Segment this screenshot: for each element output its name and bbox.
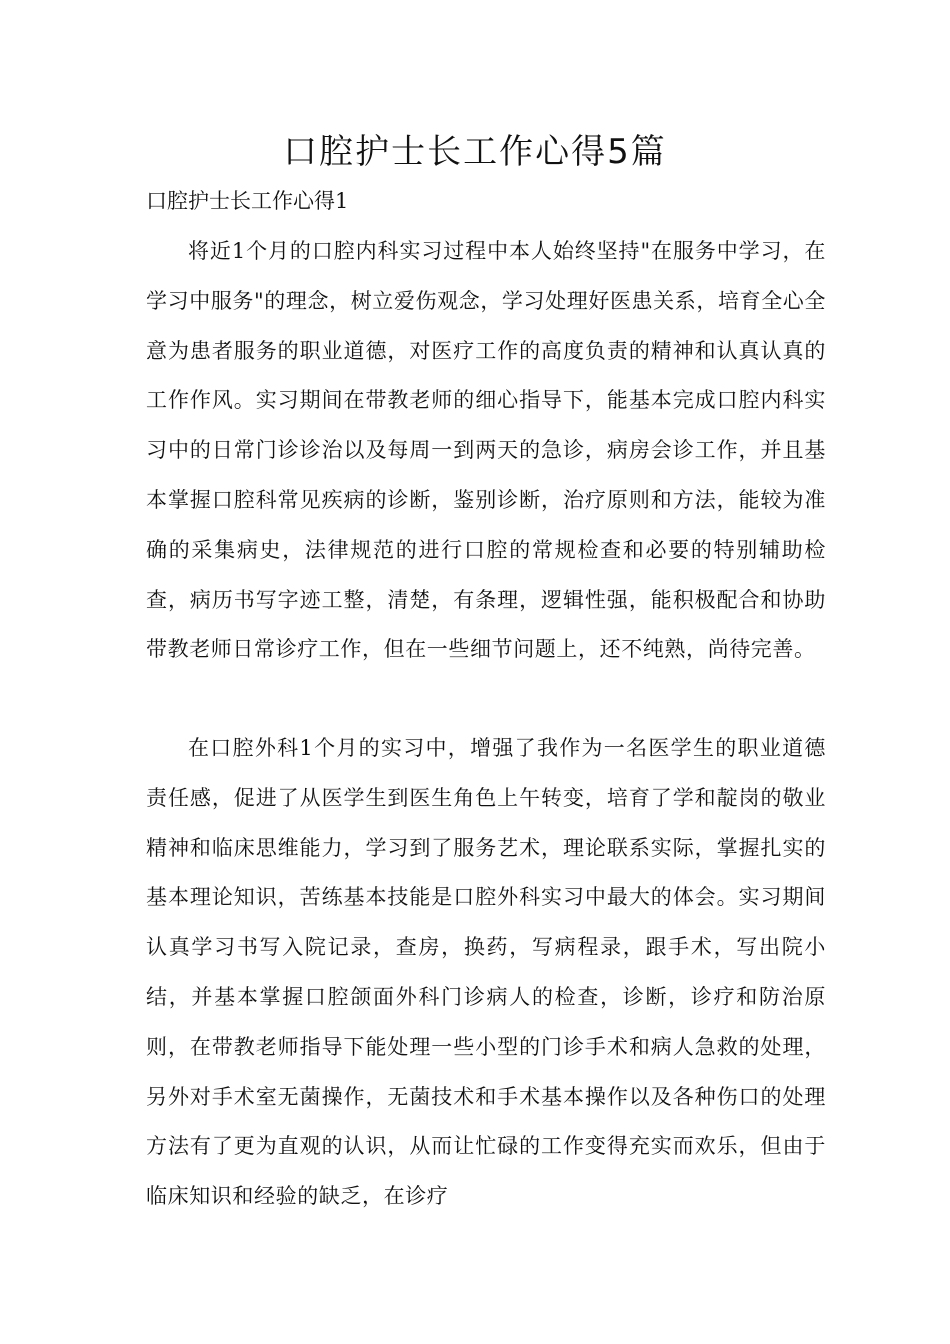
section-heading: 口腔护士长工作心得1 — [146, 189, 349, 213]
body-paragraph-1 — [146, 227, 826, 675]
paragraph-text: 将近1个月的口腔内科实习过程中本人始终坚持"在服务中学习，在学习中服务"的理念，树立爱伤观念，学习处理好医患关系，培育全心全意为患者服务的职业道德，对医疗工作的高度负责的精神和认真认真的工作作风。实习期间在带教老师的细心指导下，能基本完成口腔内科实习中的日常门诊诊治以及每周一到两天的急诊，病房会诊工作，并且基本掌握口腔科常见疾病的诊断，鉴别诊断，治疗原则和方法，能较为准确的采集病史，法律规范的进行口腔的常规检查和必要的特别辅助检查，病历书写字迹工整，清楚，有条理，逻辑性强，能积极配合和协助带教老师日常诊疗工作，但在一些细节问题上，还不纯熟，尚待完善。 — [146, 239, 826, 662]
paragraph-text: 在口腔外科1个月的实习中，增强了我作为一名医学生的职业道德责任感，促进了从医学生到医生角色上午转变，培育了学和靛岗的敬业精神和临床思维能力，学习到了服务艺术，理论联系实际，掌握扎实的基本理论知识，苦练基本技能是口腔外科实习中最大的体会。实习期间认真学习书写入院记录，查房，换药，写病程录，跟手术，写出院小结，并基本掌握口腔颌面外科门诊病人的检查，诊断，诊疗和防治原则，在带教老师指导下能处理一些小型的门诊手术和病人急救的处理，另外对手术室无菌操作，无菌技术和手术基本操作以及各种伤口的处理方法有了更为直观的认识，从而让忙碌的工作变得充实而欢乐，但由于临床知识和经验的缺乏，在诊疗 — [146, 736, 826, 1209]
document-title: 口腔护士长工作心得5篇 — [283, 132, 667, 172]
body-paragraph-2 — [146, 724, 826, 1222]
